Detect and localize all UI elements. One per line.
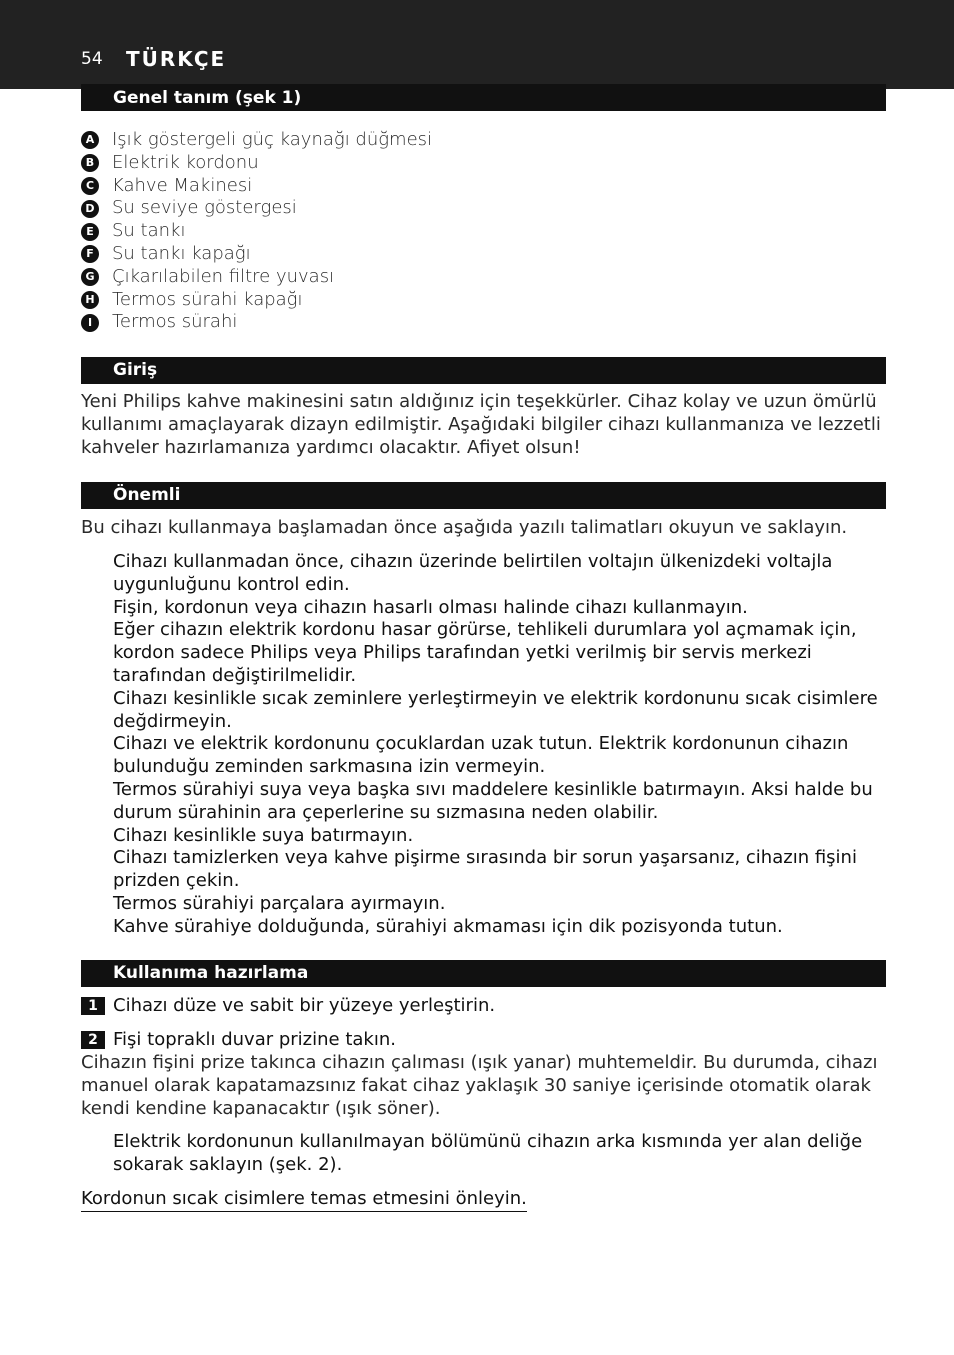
part-label: Elektrik kordonu (112, 151, 259, 173)
list-item (81, 197, 432, 220)
letter-badge: H (81, 291, 99, 309)
part-label: Termos sürahi (112, 311, 238, 333)
section-heading-general: Genel tanım (şek 1) (81, 84, 886, 111)
part-label: Su seviye göstergesi (112, 197, 297, 219)
important-intro: Bu cihazı kullanmaya başlamadan önce aşağıda yazılı talimatları okuyun ve saklayın. (81, 517, 848, 538)
list-item: Kahve sürahiye dolduğunda, sürahiyi akmaması için dik pozisyonda tutun. (113, 915, 783, 937)
letter-badge: F (81, 245, 99, 263)
list-item: Cihazı kullanmadan önce, cihazın üzerinde belirtilen voltajın ülkenizdeki voltajla uygunluğunu kontrol edin. (113, 551, 833, 595)
list-item: Cihazı tamizlerken veya kahve pişirme sırasında bir sorun yaşarsanız, cihazın fişini prizden çekin. (113, 847, 857, 892)
part-label: Su tankı kapağı (112, 242, 251, 264)
part-label: Çıkarılabilen filtre yuvası (112, 265, 335, 287)
list-item (81, 220, 432, 243)
parts-list (81, 129, 432, 334)
intro-paragraph: Yeni Philips kahve makinesini satın aldığınız için teşekkürler. Cihaz kolay ve uzun ömürlü kullanımı amaçlayarak dizayn edilmiştir. Aşağıdaki bilgiler cihazı kullanmanıza ve lezzetli kahveler hazırlamanıza yardımcı olacaktır. Afiyet olsun! (81, 391, 881, 458)
section-heading-important: Önemli (81, 482, 886, 509)
step-number: 2 (81, 1031, 105, 1049)
list-item (81, 266, 432, 289)
part-label: Işık göstergeli güç kaynağı düğmesi (112, 129, 433, 150)
list-item (81, 129, 432, 152)
list-item (81, 152, 432, 175)
list-item: Cihazı kesinlikle sıcak zeminlere yerleştirmeyin ve elektrik kordonunu sıcak cisimlere değdirmeyin. (113, 687, 878, 732)
letter-badge: E (81, 223, 99, 241)
step-number: 1 (81, 997, 105, 1015)
list-item: Cihazı kesinlikle suya batırmayın. (113, 824, 414, 846)
list-item: Termos sürahiyi parçalara ayırmayın. (113, 892, 446, 914)
warning-list (113, 551, 888, 939)
list-item (81, 311, 432, 334)
header-bar (0, 0, 954, 89)
language-title: TÜRKÇE (126, 47, 227, 71)
section-heading-intro: Giriş (81, 357, 886, 384)
letter-badge: A (81, 131, 99, 149)
list-item: Fişin, kordonun veya cihazın hasarlı olması halinde cihazı kullanmayın. (113, 596, 748, 618)
prep-note: Cihazın fişini prize takınca cihazın çalıması (ışık yanar) muhtemeldir. Bu durumda, cihazı manuel olarak kapatamazsınız fakat cihaz yaklaşık 30 saniye içerisinde otomatik olarak kendi kendine kapanacaktır (ışık söner). (81, 1052, 878, 1119)
list-item: Cihazı ve elektrik kordonunu çocuklardan uzak tutun. Elektrik kordonunun cihazın bulunduğu zeminden sarkmasına izin vermeyin. (113, 733, 849, 778)
letter-badge: C (81, 177, 99, 195)
list-item (81, 243, 432, 266)
list-item: Eğer cihazın elektrik kordonu hasar görürse, tehlikeli durumlara yol açmamak için, kordon sadece Philips veya Philips tarafından yetki verilmiş bir servis merkezi tarafından değiştirilmelidir. (113, 619, 857, 686)
letter-badge: D (81, 200, 99, 218)
step-1 (81, 995, 495, 1018)
list-item: Termos sürahiyi suya veya başka sıvı maddelere kesinlikle batırmayın. Aksi halde bu durum sürahinin ara çeperlerine su sızmasına neden olabilir. (113, 778, 873, 823)
underlined-note: Kordonun sıcak cisimlere temas etmesini önleyin. (81, 1188, 527, 1212)
prep-bullet (113, 1131, 888, 1177)
step-2 (81, 1029, 396, 1052)
part-label: Su tankı (112, 220, 186, 242)
list-item (81, 289, 432, 312)
step-text: Cihazı düze ve sabit bir yüzeye yerleştirin. (113, 995, 496, 1016)
letter-badge: G (81, 268, 99, 286)
part-label: Termos sürahi kapağı (112, 288, 303, 310)
letter-badge: I (81, 314, 99, 332)
page-number: 54 (81, 49, 103, 69)
step-text: Fişi topraklı duvar prizine takın. (113, 1029, 396, 1050)
letter-badge: B (81, 154, 99, 172)
list-item (81, 175, 432, 198)
section-heading-prep: Kullanıma hazırlama (81, 960, 886, 987)
part-label: Kahve Makinesi (112, 174, 253, 196)
list-item: Elektrik kordonunun kullanılmayan bölümünü cihazın arka kısmında yer alan deliğe sokarak saklayın (şek. 2). (113, 1131, 863, 1175)
